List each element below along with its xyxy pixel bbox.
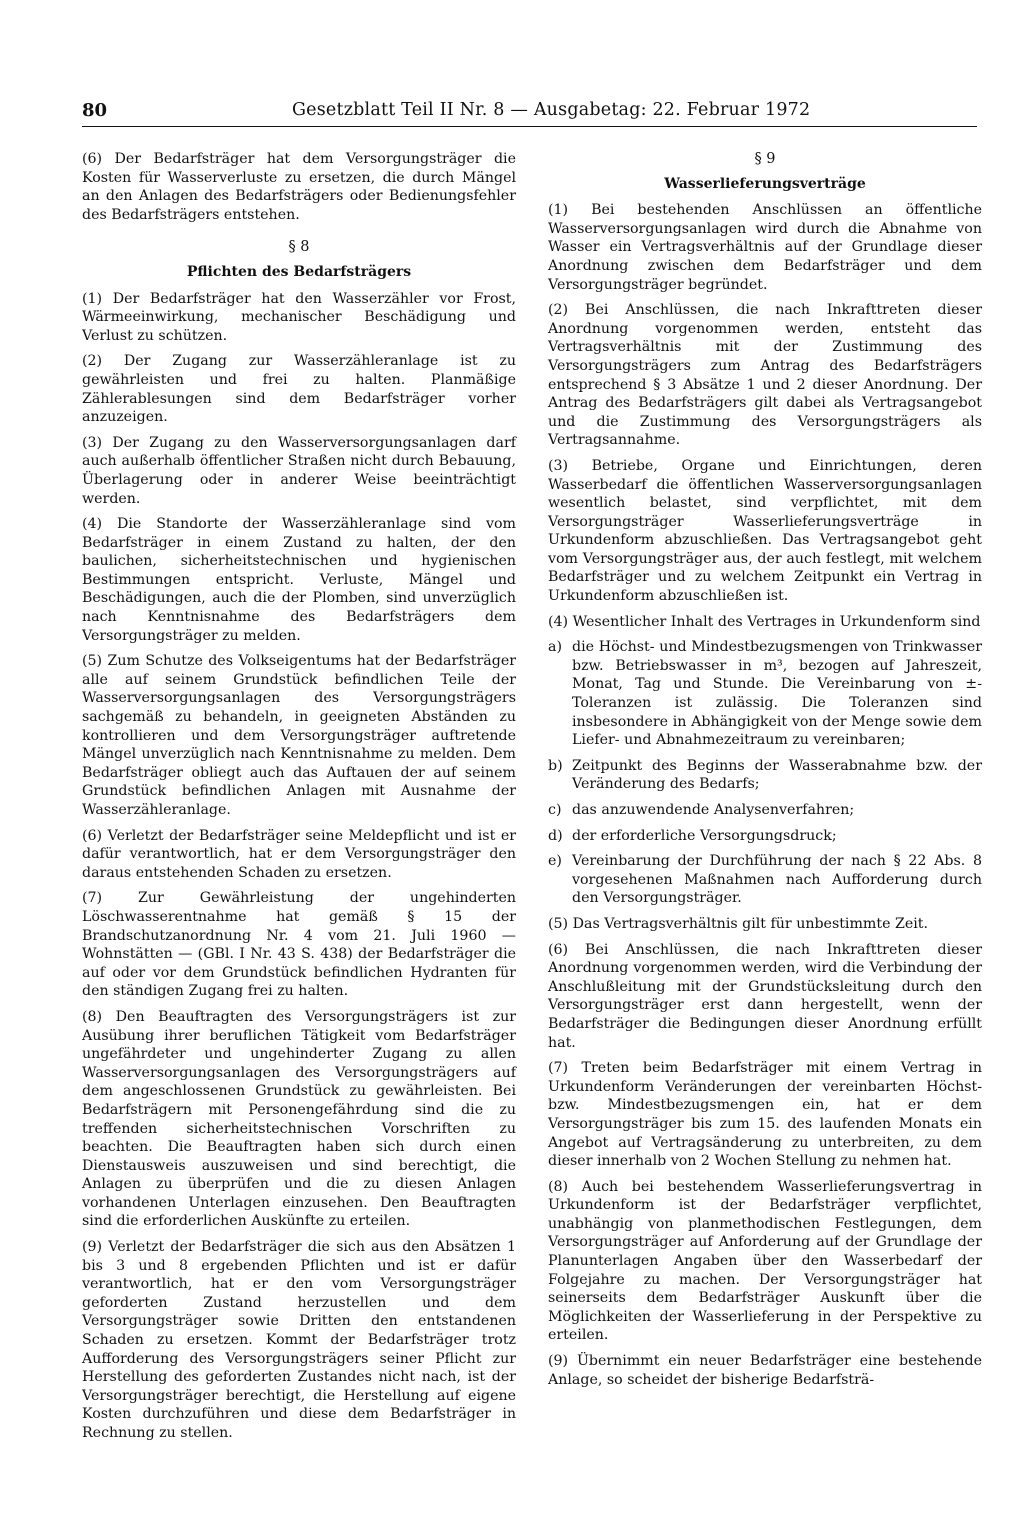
section-8-paragraph-8: (8) Den Beauftragten des Versorgungsträgers ist zur Ausübung ihrer beruflichen Tätigkeit vom Bedarfsträger ungefährdeter und ungehinderter Zugang zu allen Wasserversorgungsanlagen des Versorgungsträgers auf dem angeschlossenen Grundstück zu gewährleisten. Bei Bedarfsträgern mit Personengefährdung sind die zu treffenden sicherheitstechnischen Vorschriften zu beachten. Die Beauftragten haben sich durch einen Dienstausweis auszuweisen und sind berechtigt, die Anlagen zu überprüfen und die zu diesen Anlagen vorhandenen Unterlagen einzusehen. Den Beauftragten sind die erforderlichen Auskünfte zu erteilen. — [82, 1008, 516, 1230]
section-9-paragraph-3: (3) Betriebe, Organe und Einrichtungen, deren Wasserbedarf die öffentlichen Wasserversorgungsanlagen wesentlich belastet, sind verpflichtet, mit dem Versorgungsträger Wasserlieferungsverträge in Urkundenform abzuschließen. Das Vertragsangebot geht vom Versorgungsträger aus, der auch festlegt, mit welchem Bedarfsträger und zu welchem Zeitpunkt ein Vertrag in Urkundenform abzuschließen ist. — [548, 457, 982, 605]
section-9-paragraph-9: (9) Übernimmt ein neuer Bedarfsträger eine bestehende Anlage, so scheidet der bisherige Bedarfsträ- — [548, 1353, 982, 1388]
section-8-paragraph-3: (3) Der Zugang zu den Wasserversorgungsanlagen darf auch außerhalb öffentlicher Straßen nicht durch Bebauung, Überlagerung oder in anderer Weise beeinträchtigt werden. — [82, 434, 516, 507]
right-column — [548, 150, 982, 1396]
section-8-paragraph-6: (6) Verletzt der Bedarfsträger seine Meldepflicht und ist er dafür verantwortlich, hat er dem Versorgungsträger den daraus entstehenden Schaden zu ersetzen. — [82, 827, 516, 881]
section-8-paragraph-7: (7) Zur Gewährleistung der ungehinderten Löschwasserentnahme hat gemäß § 15 der Brandschutzanordnung Nr. 4 vom 21. Juli 1960 — Wohnstätten — (GBl. I Nr. 43 S. 438) der Bedarfsträger die auf oder vor dem Grundstück befindlichen Hydranten für den ständigen Zugang frei zu halten. — [82, 890, 516, 1000]
list-item-text: die Höchst- und Mindestbezugsmengen von Trinkwasser bzw. Betriebswasser in m³, bezogen auf Jahreszeit, Monat, Tag und Stunde. Die Vereinbarung von ±-Toleranzen ist zulässig. Die Toleranzen sind insbesondere in Abhängigkeit von der Menge sowie dem Liefer- und Abnahmezeitraum zu vereinbaren; — [572, 639, 982, 749]
list-item-label: b) — [548, 757, 563, 774]
section-9-paragraph-8: (8) Auch bei bestehendem Wasserlieferungsvertrag in Urkundenform ist der Bedarfsträger verpflichtet, unabhängig von planmethodischen Festlegungen, dem Versorgungsträger auf Anforderung auf der Grundlage der Planunterlagen Angaben über den Wasserbedarf der Folgejahre zu machen. Der Versorgungsträger hat seinerseits dem Bedarfsträger Auskunft über die Möglichkeiten der Wasserlieferung in der Perspektive zu erteilen. — [548, 1178, 982, 1344]
section-9-paragraph-1: (1) Bei bestehenden Anschlüssen an öffentliche Wasserversorgungsanlagen wird durch die Abnahme von Wasser ein Vertragsverhältnis auf der Grundlage dieser Anordnung zwischen dem Bedarfsträger und dem Versorgungsträger begründet. — [548, 202, 982, 293]
section-9-paragraph-7: (7) Treten beim Bedarfsträger mit einem Vertrag in Urkundenform Veränderungen der vereinbarten Höchst- bzw. Mindestbezugsmengen ein, hat er dem Versorgungsträger bis zum 15. des laufenden Monats ein Angebot auf Vertragsänderung zu unterbreiten, zu dem dieser innerhalb von 2 Wochen Stellung zu nehmen hat. — [548, 1060, 982, 1170]
list-item-label: a) — [548, 639, 562, 656]
list-item-label: c) — [548, 802, 562, 818]
section-8-paragraph-2: (2) Der Zugang zur Wasserzähleranlage ist zu gewährleisten und frei zu halten. Planmäßige Zählerablesungen sind dem Bedarfsträger vorher anzuzeigen. — [82, 353, 516, 426]
section-8-number: § 8 — [288, 239, 310, 256]
list-item — [548, 852, 982, 908]
section-8-paragraph-9: (9) Verletzt der Bedarfsträger die sich aus den Absätzen 1 bis 3 und 8 ergebenden Pflichten und ist er dafür verantwortlich, hat er den vom Versorgungsträger geforderten Zustand herzustellen und dem Versorgungsträger sowie Dritten den entstandenen Schaden zu ersetzen. Kommt der Bedarfsträger trotz Aufforderung des Versorgungsträgers seiner Pflicht zur Herstellung des geforderten Zustandes nicht nach, ist der Versorgungsträger berechtigt, die Herstellung auf eigene Kosten durchzuführen und diese dem Bedarfsträger in Rechnung zu stellen. — [82, 1239, 516, 1441]
list-item — [548, 827, 982, 846]
section-8-title: Pflichten des Bedarfsträgers — [186, 263, 412, 280]
section-8-paragraph-1: (1) Der Bedarfsträger hat den Wasserzähler vor Frost, Wärmeeinwirkung, mechanischer Beschädigung und Verlust zu schützen. — [82, 290, 516, 344]
list-item-text: das anzuwendende Analysenverfahren; — [572, 802, 855, 818]
paragraph-7-6: (6) Der Bedarfsträger hat dem Versorgungsträger die Kosten für Wasserverluste zu ersetzen, die durch Mängel an den Anlagen des Bedarfsträgers oder Bedienungsfehler des Bedarfsträgers entstehen. — [82, 151, 516, 223]
section-8-paragraph-4: (4) Die Standorte der Wasserzähleranlage sind vom Bedarfsträger in einem Zustand zu halten, der den baulichen, sicherheitstechnischen und hygienischen Bestimmungen entspricht. Verluste, Mängel und Beschädigungen, auch die der Plomben, sind unverzüglich nach Kenntnisnahme des Bedarfsträgers dem Versorgungsträger zu melden. — [82, 516, 516, 644]
section-9-paragraph-2: (2) Bei Anschlüssen, die nach Inkrafttreten dieser Anordnung vorgenommen werden, entsteht das Vertragsverhältnis mit der Zustimmung des Versorgungsträgers zum Antrag des Bedarfsträgers entsprechend § 3 Absätze 1 und 2 dieser Anordnung. Der Antrag des Bedarfsträgers gilt dabei als Vertragsangebot und die Zustimmung des Versorgungsträgers als Vertragsannahme. — [548, 302, 982, 449]
page-header — [82, 100, 977, 127]
list-item-text: Vereinbarung der Durchführung der nach § 22 Abs. 8 vorgesehenen Maßnahmen nach Aufforderung durch den Versorgungsträger. — [572, 853, 982, 907]
list-item-label: e) — [548, 853, 562, 870]
list-item-label: d) — [548, 827, 563, 844]
section-9-number: § 9 — [754, 151, 776, 167]
list-item-text: Zeitpunkt des Beginns der Wasserabnahme bzw. der Veränderung des Bedarfs; — [572, 757, 982, 793]
section-9-paragraph-5: (5) Das Vertragsverhältnis gilt für unbestimmte Zeit. — [548, 915, 928, 932]
page-number: 80 — [82, 100, 108, 121]
section-9-paragraph-6: (6) Bei Anschlüssen, die nach Inkrafttreten dieser Anordnung vorgenommen werden, wird die Verbindung der Anschlußleitung mit der Grundstücksleitung durch den Versorgungsträger erst dann hergestellt, wenn der Bedarfsträger die Bedingungen dieser Anordnung erfüllt hat. — [548, 941, 982, 1051]
list-item — [548, 757, 982, 794]
gazette-title: Gesetzblatt Teil II Nr. 8 — Ausgabetag: 22. Februar 1972 — [292, 100, 811, 120]
left-column — [82, 150, 516, 1450]
section-9-title: Wasserlieferungsverträge — [664, 175, 866, 192]
list-item — [548, 638, 982, 750]
list-item — [548, 801, 982, 820]
section-8-paragraph-5: (5) Zum Schutze des Volkseigentums hat der Bedarfsträger alle auf seinem Grundstück befindlichen Teile der Wasserversorgungsanlagen des Versorgungsträgers sachgemäß zu behandeln, in geeigneten Abständen zu kontrollieren und dem Versorgungsträger auftretende Mängel unverzüglich nach Kenntnisnahme zu melden. Dem Bedarfsträger obliegt auch das Auftauen der auf seinem Grundstück befindlichen Anlagen mit Ausnahme der Wasserzähleranlage. — [82, 653, 516, 818]
list-item-text: der erforderliche Versorgungsdruck; — [572, 827, 837, 844]
section-9-paragraph-4: (4) Wesentlicher Inhalt des Vertrages in Urkundenform sind — [548, 613, 981, 630]
